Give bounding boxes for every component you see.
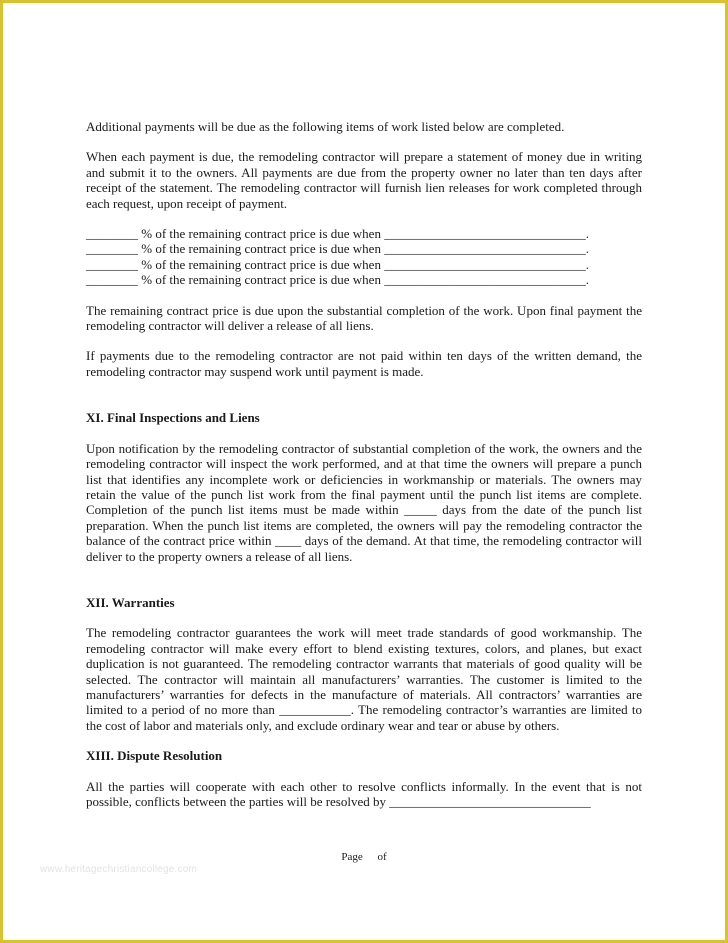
dispute-resolution-paragraph: All the parties will cooperate with each other to resolve conflicts informally. In the event that is not possible, conflicts between the parties will be resolved by _______________________________ [86,778,642,809]
section-heading-dispute-resolution: XIII. Dispute Resolution [86,748,223,764]
section-heading-final-inspections: XI. Final Inspections and Liens [86,410,260,426]
final-inspections-paragraph: Upon notification by the remodeling contractor of substantial completion of the work, the owners and the remodeling contractor will inspect the work performed, and at that time the owners will prepare a punch list that identifies any incomplete work or deficiencies in workmanship or materials. The owners may retain the value of the punch list work from the final payment until the punch list items are complete. Completion of the punch list items must be made within _____ days from the date of the punch list preparation. When the punch list items are completed, the owners will pay the remodeling contractor the balance of the contract price within ____ days of the demand. At that time, the remodeling contractor will deliver to the property owners a release of all liens. [86,440,642,564]
page-label: Page [341,851,363,863]
payment-row: ________ % of the remaining contract price is due when _______________________________. [86,256,589,272]
watermark: www.heritagechristiancollege.com [40,864,198,875]
document-page [86,119,642,809]
additional-payments-paragraph: Additional payments will be due as the following items of work listed below are completed. [86,119,565,134]
page-footer [0,851,728,863]
payment-statement-paragraph: When each payment is due, the remodeling contractor will prepare a statement of money due in writing and submit it to the owners. All payments are due from the property owner no later than ten days after receipt of the statement. The remodeling contractor will furnish lien releases for work completed through each request, upon receipt of payment. [86,149,642,211]
of-label: of [377,851,387,863]
payment-row: ________ % of the remaining contract price is due when _______________________________. [86,226,589,242]
payment-row: ________ % of the remaining contract price is due when _______________________________. [86,241,589,257]
remaining-price-paragraph: The remaining contract price is due upon the substantial completion of the work. Upon final payment the remodeling contractor will deliver a release of all liens. [86,302,642,334]
payment-schedule [86,226,642,288]
warranties-paragraph: The remodeling contractor guarantees the work will meet trade standards of good workmanship. The remodeling contractor will make every effort to blend existing textures, colors, and planes, but exact duplication is not guaranteed. The remodeling contractor warrants that materials of good quality will be selected. The contractor will maintain all manufacturers’ warranties. The customer is limited to the manufacturers’ warranties for defects in the manufacture of materials. All contractors’ warranties are limited to a period of no more than ___________. The remodeling contractor’s warranties are limited to the cost of labor and materials only, and exclude ordinary wear and tear or abuse by others. [86,625,642,733]
suspend-work-paragraph: If payments due to the remodeling contractor are not paid within ten days of the written demand, the remodeling contractor may suspend work until payment is made. [86,348,642,379]
section-heading-warranties: XII. Warranties [86,594,175,610]
payment-row: ________ % of the remaining contract price is due when _______________________________. [86,272,589,288]
